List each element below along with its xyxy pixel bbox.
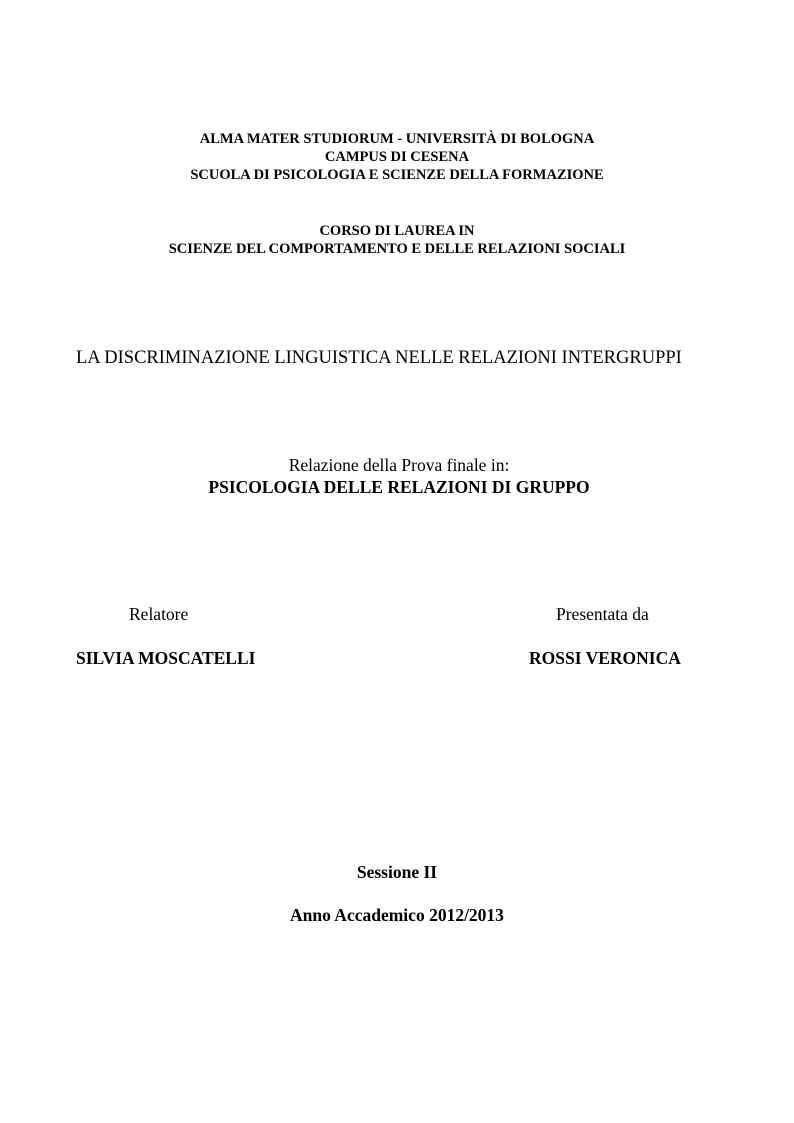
report-label bbox=[0, 457, 794, 475]
academic-year-text: Anno Accademico 2012/2013 bbox=[290, 905, 504, 925]
school-name: SCUOLA DI PSICOLOGIA E SCIENZE DELLA FORMAZIONE bbox=[190, 167, 604, 183]
supervisor-label: Relatore bbox=[129, 604, 189, 624]
campus-name: CAMPUS DI CESENA bbox=[324, 149, 470, 165]
session bbox=[0, 864, 794, 882]
presenter-name: ROSSI VERONICA bbox=[529, 648, 681, 668]
subject-name bbox=[0, 479, 794, 497]
subject-name-text: PSICOLOGIA DELLE RELAZIONI DI GRUPPO bbox=[208, 477, 590, 497]
course-label: CORSO DI LAUREA IN bbox=[319, 223, 475, 239]
course-name: SCIENZE DEL COMPORTAMENTO E DELLE RELAZIONI SOCIALI bbox=[168, 241, 626, 257]
presenter-label: Presentata da bbox=[556, 604, 649, 624]
thesis-title: LA DISCRIMINAZIONE LINGUISTICA NELLE RELAZIONI INTERGRUPPI bbox=[76, 348, 682, 368]
academic-year bbox=[0, 907, 794, 925]
university-name: ALMA MATER STUDIORUM - UNIVERSITÀ DI BOLOGNA bbox=[199, 131, 595, 147]
report-label-text: Relazione della Prova finale in: bbox=[288, 455, 510, 475]
supervisor-name: SILVIA MOSCATELLI bbox=[76, 648, 256, 668]
session-text: Sessione II bbox=[356, 862, 438, 882]
